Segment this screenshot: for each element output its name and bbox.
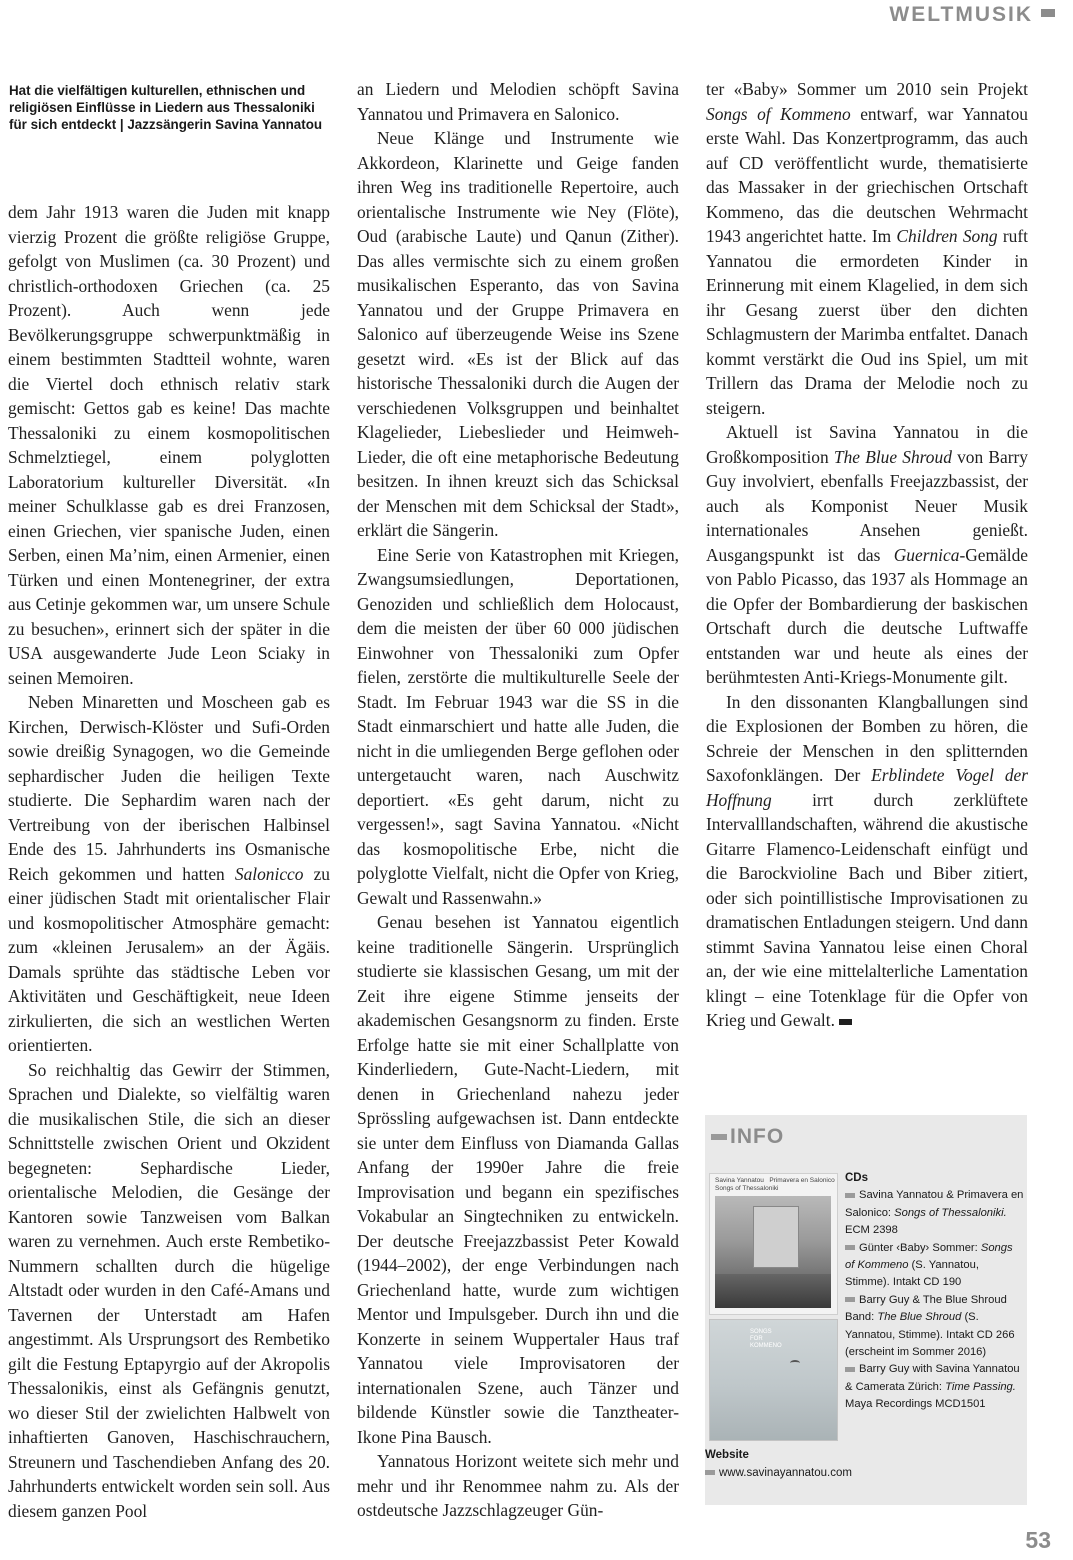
paragraph: Neue Klänge und Instrumente wie Akkordeon, Klarinette und Geige fanden ihren Weg ins traditionelle Repertoire, auch orientalische Instrumente wie Ney (Flöte), Oud (arabische Laute) und Qanun (Zither). Das alles vermischte sich zu einem großen musikalischen Esperanto, das von Savina Yannatou und der Gruppe Primavera en Salonico auf überzeugende Weise ins Szene gesetzt wird. «Es ist der Blick auf das historische Thessaloniki durch die Augen der verschiedenen Volksgruppen und beinhaltet Klagelieder, Liebeslieder und Heimweh-Lieder, die oft eine metaphorische Bedeutung besitzen. In ihnen kreuzt sich das Schicksal der Menschen mit dem Schicksal der Stadt», erklärt die Sängerin. [357,128,679,540]
bullet-icon [845,1297,855,1302]
website-link[interactable]: www.savinayannatou.com [705,1465,852,1483]
bullet-icon [845,1367,855,1372]
paragraph: an Liedern und Melodien schöpft Savina Yannatou und Primavera en Salonico. [357,79,679,124]
paragraph: dem Jahr 1913 waren die Juden mit knapp vierzig Prozent die größte religiöse Gruppe, gefolgt von Muslimen (ca. 30 Prozent) und christlich-orthodoxen Griechen (ca. 25 Prozent). Auch wenn jede Bevölkerungsgruppe schwerpunktmäßig in einem bestimmten Stadtteil wohnte, waren die Viertel doch ethnisch relativ stark gemischt: Gettos gab es keine! Das machte Thessaloniki zu einem kosmopolitischen Schmelztiegel, einem polyglotten Laboratorium kultureller Diversität. «In meiner Schulklasse gab es drei Franzosen, einen Griechen, vier spanische Juden, einen Serben, einen Ma’nim, einen Armenier, einen Türken und einen Montenegriner, der extra aus Cetinje gekommen war, um unsere Schule zu besuchen», erinnert sich der später in die USA ausgewanderte Jude Leon Sciaky in seinen Memoiren. [8,202,330,688]
bullet-icon [845,1245,855,1250]
cd-item: Günter ‹Baby› Sommer: Songs of Kommeno (S. Yannatou, Stimme). Intakt CD 190 [845,1241,1013,1289]
cd-item: Barry Guy & The Blue Shroud Band: The Blue Shroud (S. Yannatou, Stimme). Intakt CD 266 (erscheint im Sommer 2016) [845,1293,1015,1359]
paragraph: ter «Baby» Sommer um 2010 sein Projekt Songs of Kommeno entwarf, war Yannatou erste Wahl. Das Konzertprogramm, das auch auf CD veröffentlicht wurde, thematisierte das Massaker in der griechischen Ortschaft Kommeno, das die deutschen Wehrmacht 1943 angerichtet hatte. Im Children Song ruft Yannatou die ermordeten Kinder in Erinnerung mit einem Klagelied, in dem sich ihr Gesang zuerst über den dichten Schlagmustern der Marimba entfaltet. Danach kommt verstärkt die Oud ins Spiel, um mit Trillern das Drama der Melodie noch zu steigern. [706,79,1028,418]
album-cover-title: SONGS FOR KOMMENO [750,1329,782,1349]
website-heading: Website [705,1449,749,1461]
article-column-1 [8,200,330,1523]
bullet-icon [705,1470,715,1475]
paragraph: In den dissonanten Klangballungen sind die Explosionen der Bomben zu hören, die Schreie der Menschen in den splitternden Saxofonklängen. Der Erblindete Vogel der Hoffnung irrt durch zerklüftete Intervalllandschaften, während die akustische Gitarre Flamenco-Leidenschaft einfügt und die Barockvioline Bach und Biber zitiert, oder sich pointillistische Improvisationen zu dramatischen Entladungen steigern. Und dann stimmt Savina Yannatou leise einen Choral an, der wie eine mittelalterliche Lamentation klingt – eine Totenklage für die Opfer von Krieg und Gewalt. [706,691,1028,1030]
album-cover-header: Savina Yannatou Primavera en Salonico Songs of Thessaloniki [715,1177,835,1192]
cd-item: Savina Yannatou & Primavera en Salonico: Songs of Thessaloniki. ECM 2398 [845,1189,1024,1237]
cd-list [845,1170,1025,1414]
info-marker [711,1134,727,1140]
paragraph: Neben Minaretten und Moscheen gab es Kirchen, Derwisch-Klöster und Sufi-Orden sowie dreißig Synagogen, wo die Gemeinde sephardischer Juden die heiligen Texte studierte. Die Sephardim waren nach der Vertreibung von der iberischen Halbinsel Ende des 15. Jahrhunderts ins Osmanische Reich gekommen und hatten Salonicco zu einer jüdischen Stadt mit orientalischer Flair und kosmopolitischer Atmosphäre gemacht: zum «kleinen Jerusalem» an der Ägäis. Damals sprühte das städtische Leben vor Aktivitäten und Geschäftigkeit, neue Ideen zirkulierten, die sich an westlichen Werten orientierten. [8,692,330,1055]
bird-icon [790,1360,800,1366]
article-column-2 [357,77,679,1523]
bullet-icon [845,1193,855,1198]
album-cover-songs-for-kommeno [709,1319,838,1441]
website-block [705,1447,852,1482]
article-column-3 [706,77,1028,1033]
section-marker [1041,9,1055,17]
album-cover-songs-of-thessaloniki [709,1173,838,1315]
page-number: 53 [1025,1527,1051,1553]
section-label: WELTMUSIK [889,3,1033,26]
cds-heading: CDs [845,1172,869,1184]
paragraph: Yannatous Horizont weitete sich mehr und mehr und ihr Renommee nahm zu. Als der ostdeutsche Jazzschlagzeuger Gün- [357,1451,679,1520]
cd-item: Barry Guy with Savina Yannatou & Camerata Zürich: Time Passing. Maya Recordings MCD1501 [845,1363,1020,1411]
paragraph: Aktuell ist Savina Yannatou in die Großkomposition The Blue Shroud von Barry Guy involviert, ebenfalls Freejazzbassist, der auch als Komponist Neuer Musik internationales Ansehen genießt. Ausgangspunkt ist das Guernica-Gemälde von Pablo Picasso, das 1937 als Hommage an die Opfer der Bombardierung der baskischen Ortschaft durch die deutsche Luftwaffe entstanden war und heute als eines der berühmtesten Anti-Kriegs-Monumente gilt. [706,422,1028,687]
album-cover-photo [715,1196,831,1308]
paragraph: So reichhaltig das Gewirr der Stimmen, Sprachen und Dialekte, so vielfältig waren die musikalischen Stile, die sich an dieser Schnittstelle zwischen Orient und Okzident begegneten: Sephardische Lieder, orientalische Melodien, die Gesänge der Kantoren sowie Tanzweisen vom Balkan waren zu vernehmen. Auch erste Rembetiko-Nummern schallten durch die hügelige Altstadt oder wurden in den Café-Amans und Tavernen der Unterstadt am Hafen angestimmt. Als Ursprungsort des Rembetiko gilt die Festung Eptapyrgio auf der Akropolis Thessalonikis, einst als Gefängnis genutzt, wo dieser Stil der zwielichten Halbwelt von inhaftierten Ganoven, Haschischrauchern, Streunern und Taschendieben Anfang des 20. Jahrhunderts entwickelt worden sein soll. Aus diesem ganzen Pool [8,1059,330,1521]
info-box [705,1115,1027,1505]
lead-caption: Hat die vielfältigen kulturellen, ethnischen und religiösen Einflüsse in Liedern aus Thessaloniki für sich entdeckt | Jazzsängerin Savina Yannatou [9,83,323,132]
info-title: INFO [730,1125,785,1148]
paragraph: Eine Serie von Katastrophen mit Kriegen, Zwangsumsiedlungen, Deportationen, Genoziden und schließlich dem Holocaust, dem die meisten der über 60 000 jüdischen Einwohner von Thessaloniki zum Opfer fielen, zerstörte die multikulturelle Seele der Stadt. Im Februar 1943 war die SS in die Stadt einmarschiert und hatte alle Juden, die nicht in die umliegenden Berge geflohen oder untergetaucht waren, nach Auschwitz deportiert. «Es geht darum, nicht zu vergessen!», sagt Savina Yannatou. «Nicht das kosmopolitische Erbe, nicht die polyglotte Vielfalt, nicht die Opfer von Krieg, Gewalt und Rassenwahn.» [357,544,679,908]
end-of-article-mark [839,1019,852,1025]
paragraph: Genau besehen ist Yannatou eigentlich keine traditionelle Sängerin. Ursprünglich studierte sie klassischen Gesang, um mit der Zeit ihre eigene Stimme jenseits der akademischen Gesangsnorm zu finden. Erste Erfolge hatte sie mit einer Schallplatte von Kinderliedern, Gute-Nacht-Liedern, mit denen in Griechenland nahezu jeder Sprössling aufgewachsen ist. Dann entdeckte sie unter dem Einfluss von Diamanda Gallas Anfang der 1990er Jahre die freie Improvisation und begann ein spezifisches Vokabular an Singtechniken zu entwickeln. Der deutsche Freejazzbassist Peter Kowald (1944–2002), der enge Verbindungen nach Griechenland hatte, wurde zum wichtigen Mentor und Impulsgeber. Durch ihn und die Konzerte in seinem Wuppertaler Haus traf Yannatou viele Improvisatoren der internationalen Szene, auch Tänzer und bildende Künstler sowie die Tanztheater-Ikone Pina Bausch. [357,912,679,1447]
